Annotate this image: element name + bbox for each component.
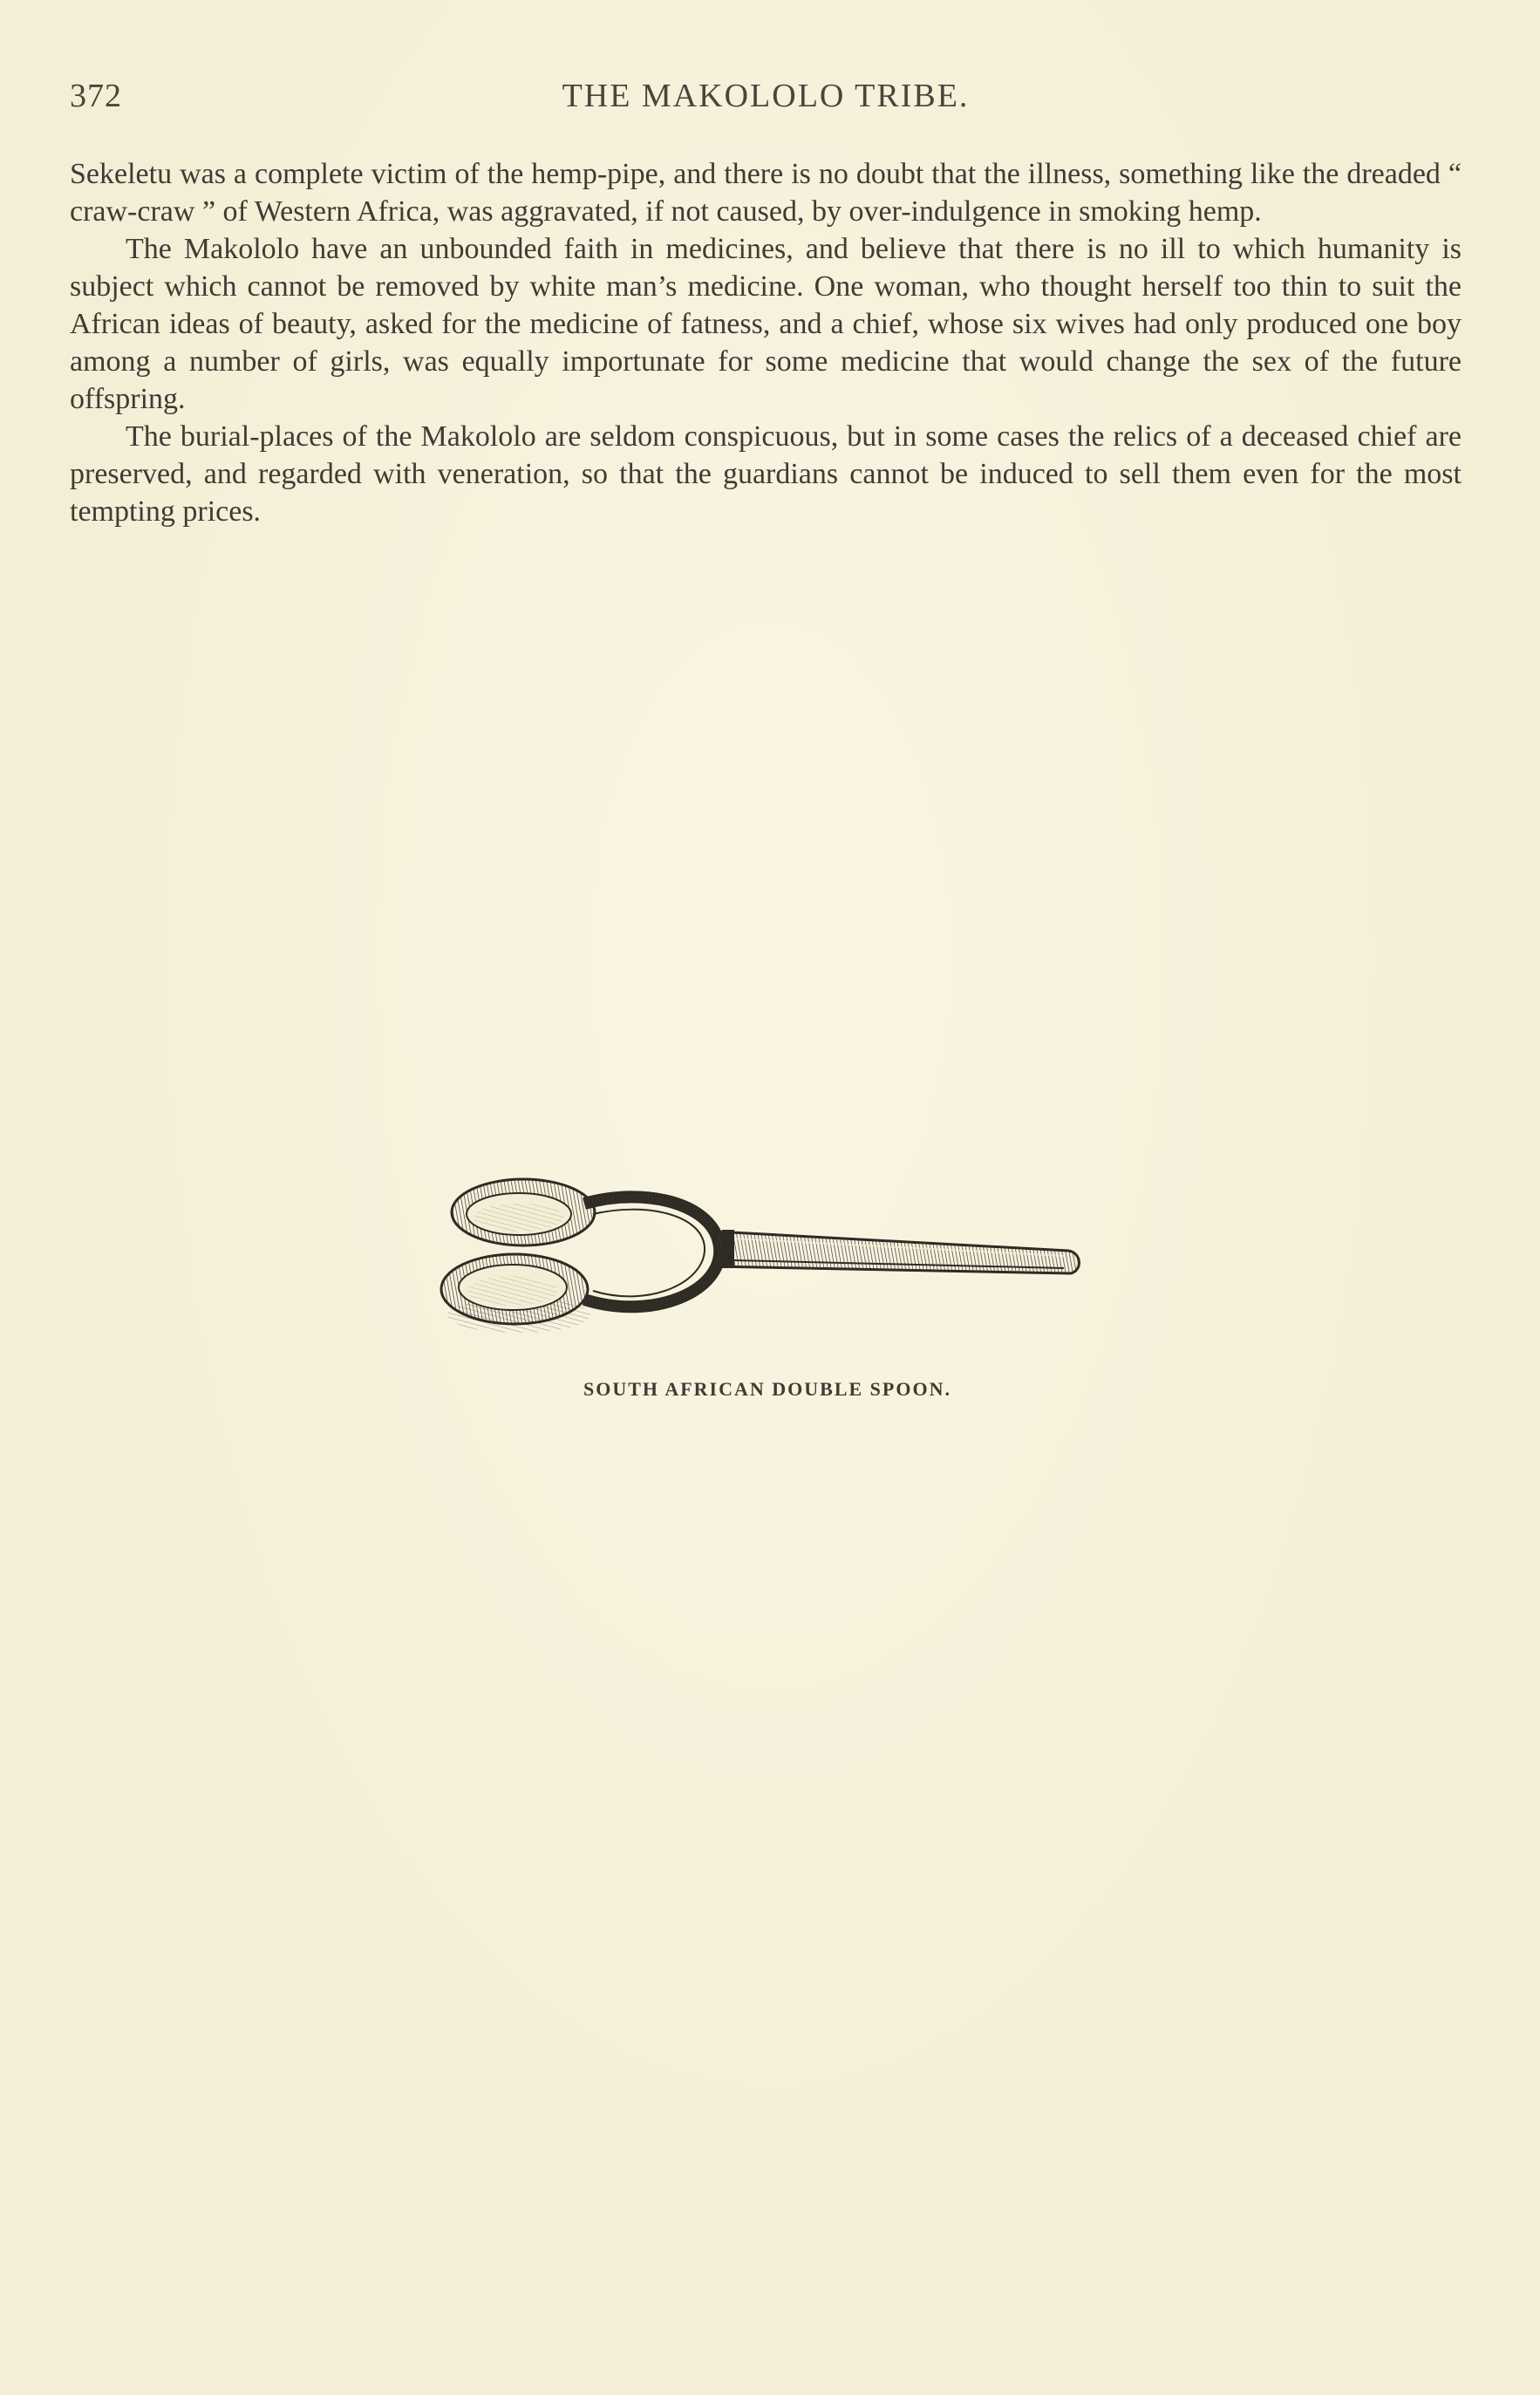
running-head — [70, 77, 1462, 120]
double-spoon-icon — [419, 1160, 1116, 1369]
paragraph-3: The burial-places of the Makololo are seldom conspicuous, but in some cases the relics of a deceased chief are preserved, and regarded with veneration, so that the guardians cannot be induced to sell them even for the most tempting prices. — [70, 420, 1462, 528]
body-text — [70, 155, 1462, 530]
figure-caption: SOUTH AFRICAN DOUBLE SPOON. — [583, 1378, 951, 1400]
paragraph-2: The Makololo have an unbounded faith in medicines, and believe that there is no ill to which humanity is subject which cannot be removed by white man’s medicine. One woman, who thought herself too thin to suit the African ideas of beauty, asked for the medicine of fatness, and a chief, whose six wives had only produced one boy among a number of girls, was equally importunate for some medicine that would change the sex of the future offspring. — [70, 233, 1462, 415]
page-number: 372 — [70, 78, 122, 114]
running-title: THE MAKOLOLO TRIBE. — [562, 78, 970, 114]
paragraph-1: Sekeletu was a complete victim of the hemp-pipe, and there is no doubt that the illness, something like the dreaded “ craw-craw ” of Western Africa, was aggravated, if not caused, by over-indulgence in smoking hemp. — [70, 158, 1462, 228]
